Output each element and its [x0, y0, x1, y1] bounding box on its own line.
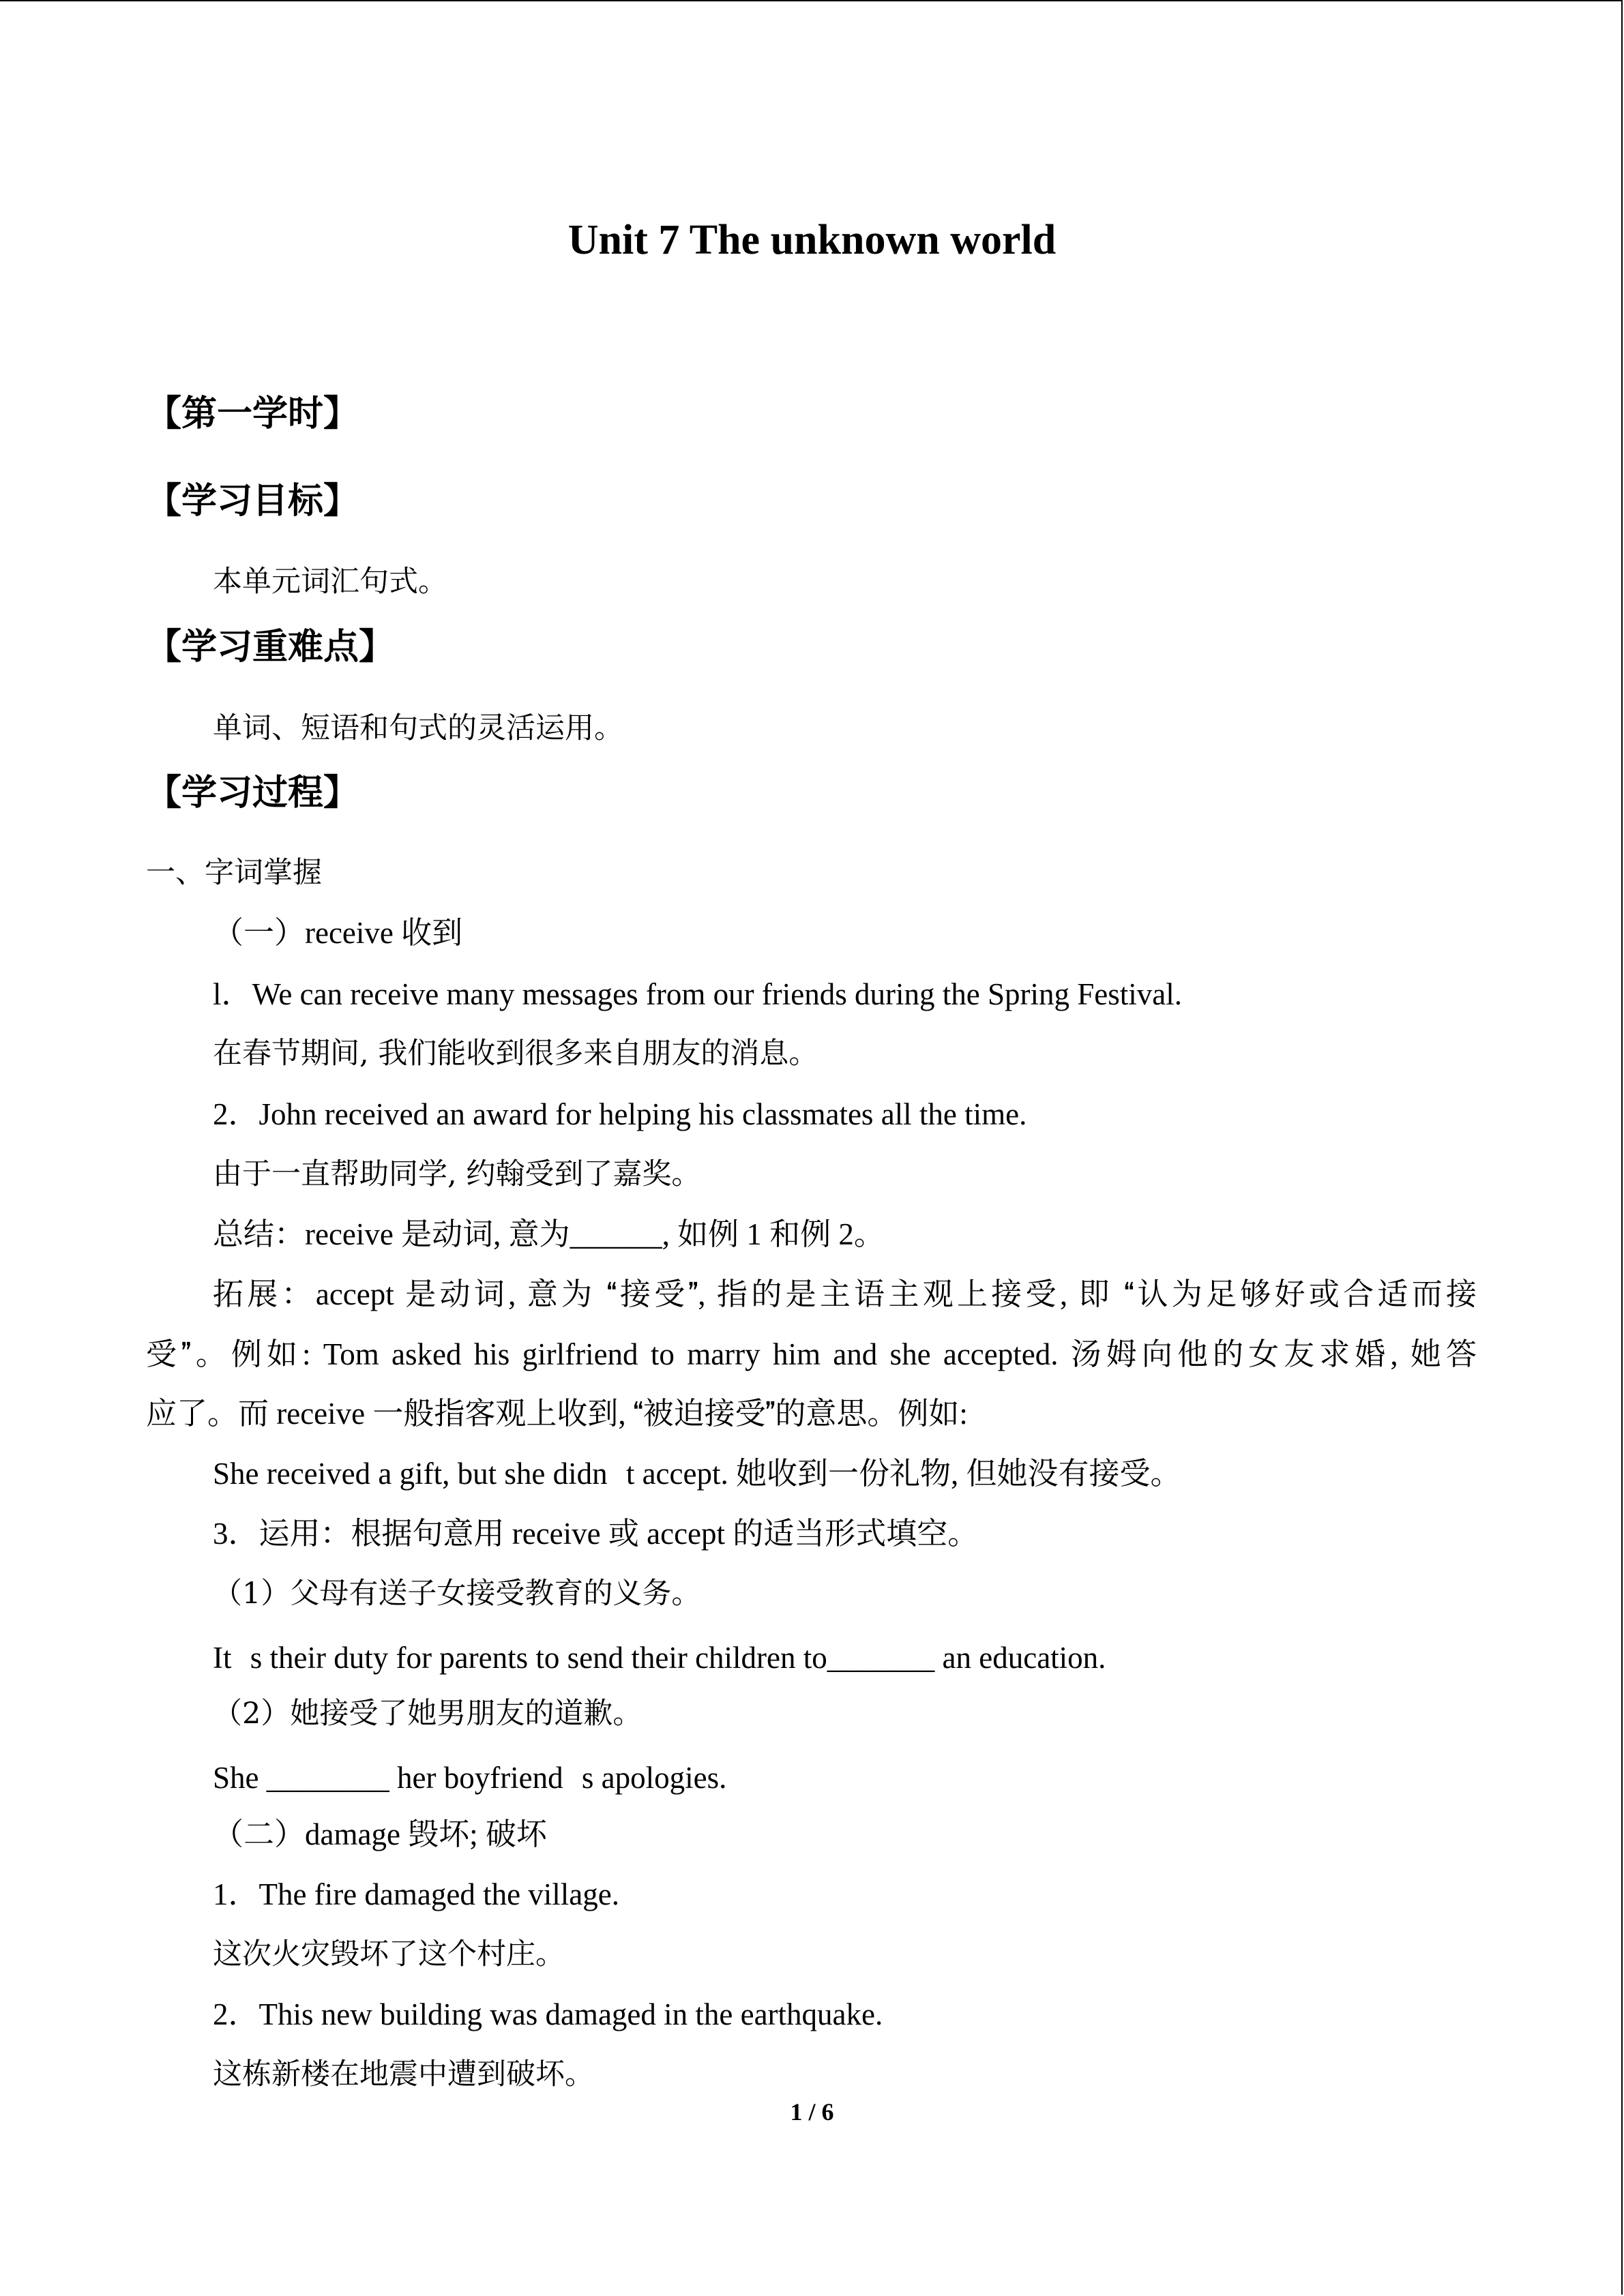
section-one-title: 一、字词掌握 [146, 856, 322, 890]
difficulties-text: 单词、短语和句式的灵活运用。 [213, 711, 623, 745]
extension-line-4: She received a gift, but she didnt accept. 她收到一份礼物, 但她没有接受。 [213, 1457, 1181, 1491]
question-1-zh: （1）父母有送子女接受教育的义务。 [213, 1577, 701, 1611]
damage-example-1-zh: 这次火灾毁坏了这个村庄。 [213, 1937, 565, 1971]
receive-summary: 总结：receive 是动词, 意为______, 如例 1 和例 2。 [213, 1217, 885, 1251]
question-2-en: She ________ her boyfriends apologies. [213, 1761, 727, 1795]
receive-header: （一）receive 收到 [213, 916, 463, 950]
damage-example-2-zh: 这栋新楼在地震中遭到破坏。 [213, 2057, 594, 2091]
damage-example-1-en: 1．The fire damaged the village. [213, 1877, 620, 1911]
damage-header: （二）damage 毁坏; 破坏 [213, 1817, 547, 1851]
objectives-text: 本单元词汇句式。 [213, 565, 447, 599]
extension-line-1: 拓展：accept 是动词, 意为 接受, 指的是主语主观上接受, 即 认为足够好或合适而接 [213, 1277, 1477, 1311]
receive-example-1-en: l．We can receive many messages from our friends during the Spring Festival. [213, 977, 1182, 1011]
extension-line-2: 受。例如: Tom asked his girlfriend to marry him and she accepted. 汤姆向他的女友求婚, 她答 [146, 1337, 1477, 1371]
receive-example-1-zh: 在春节期间, 我们能收到很多来自朋友的消息。 [213, 1037, 818, 1071]
question-2-zh: （2）她接受了她男朋友的道歉。 [213, 1697, 643, 1731]
practice-instruction: 3．运用：根据句意用 receive 或 accept 的适当形式填空。 [213, 1517, 979, 1551]
document-title: Unit 7 The unknown world [567, 217, 1057, 263]
heading-objectives: 【学习目标】 [146, 481, 359, 522]
question-1-en: Its their duty for parents to send their children to_______ an education. [213, 1641, 1106, 1675]
page-number: 1 / 6 [790, 2098, 834, 2126]
receive-example-2-zh: 由于一直帮助同学, 约翰受到了嘉奖。 [213, 1157, 701, 1191]
extension-line-3: 应了。而 receive 一般指客观上收到, 被迫接受的意思。例如: [146, 1397, 968, 1431]
heading-process: 【学习过程】 [146, 773, 359, 814]
receive-example-2-en: 2．John received an award for helping his classmates all the time. [213, 1097, 1027, 1131]
heading-lesson: 【第一学时】 [146, 393, 359, 434]
heading-difficulties: 【学习重难点】 [146, 627, 395, 668]
damage-example-2-en: 2．This new building was damaged in the earthquake. [213, 1997, 883, 2031]
